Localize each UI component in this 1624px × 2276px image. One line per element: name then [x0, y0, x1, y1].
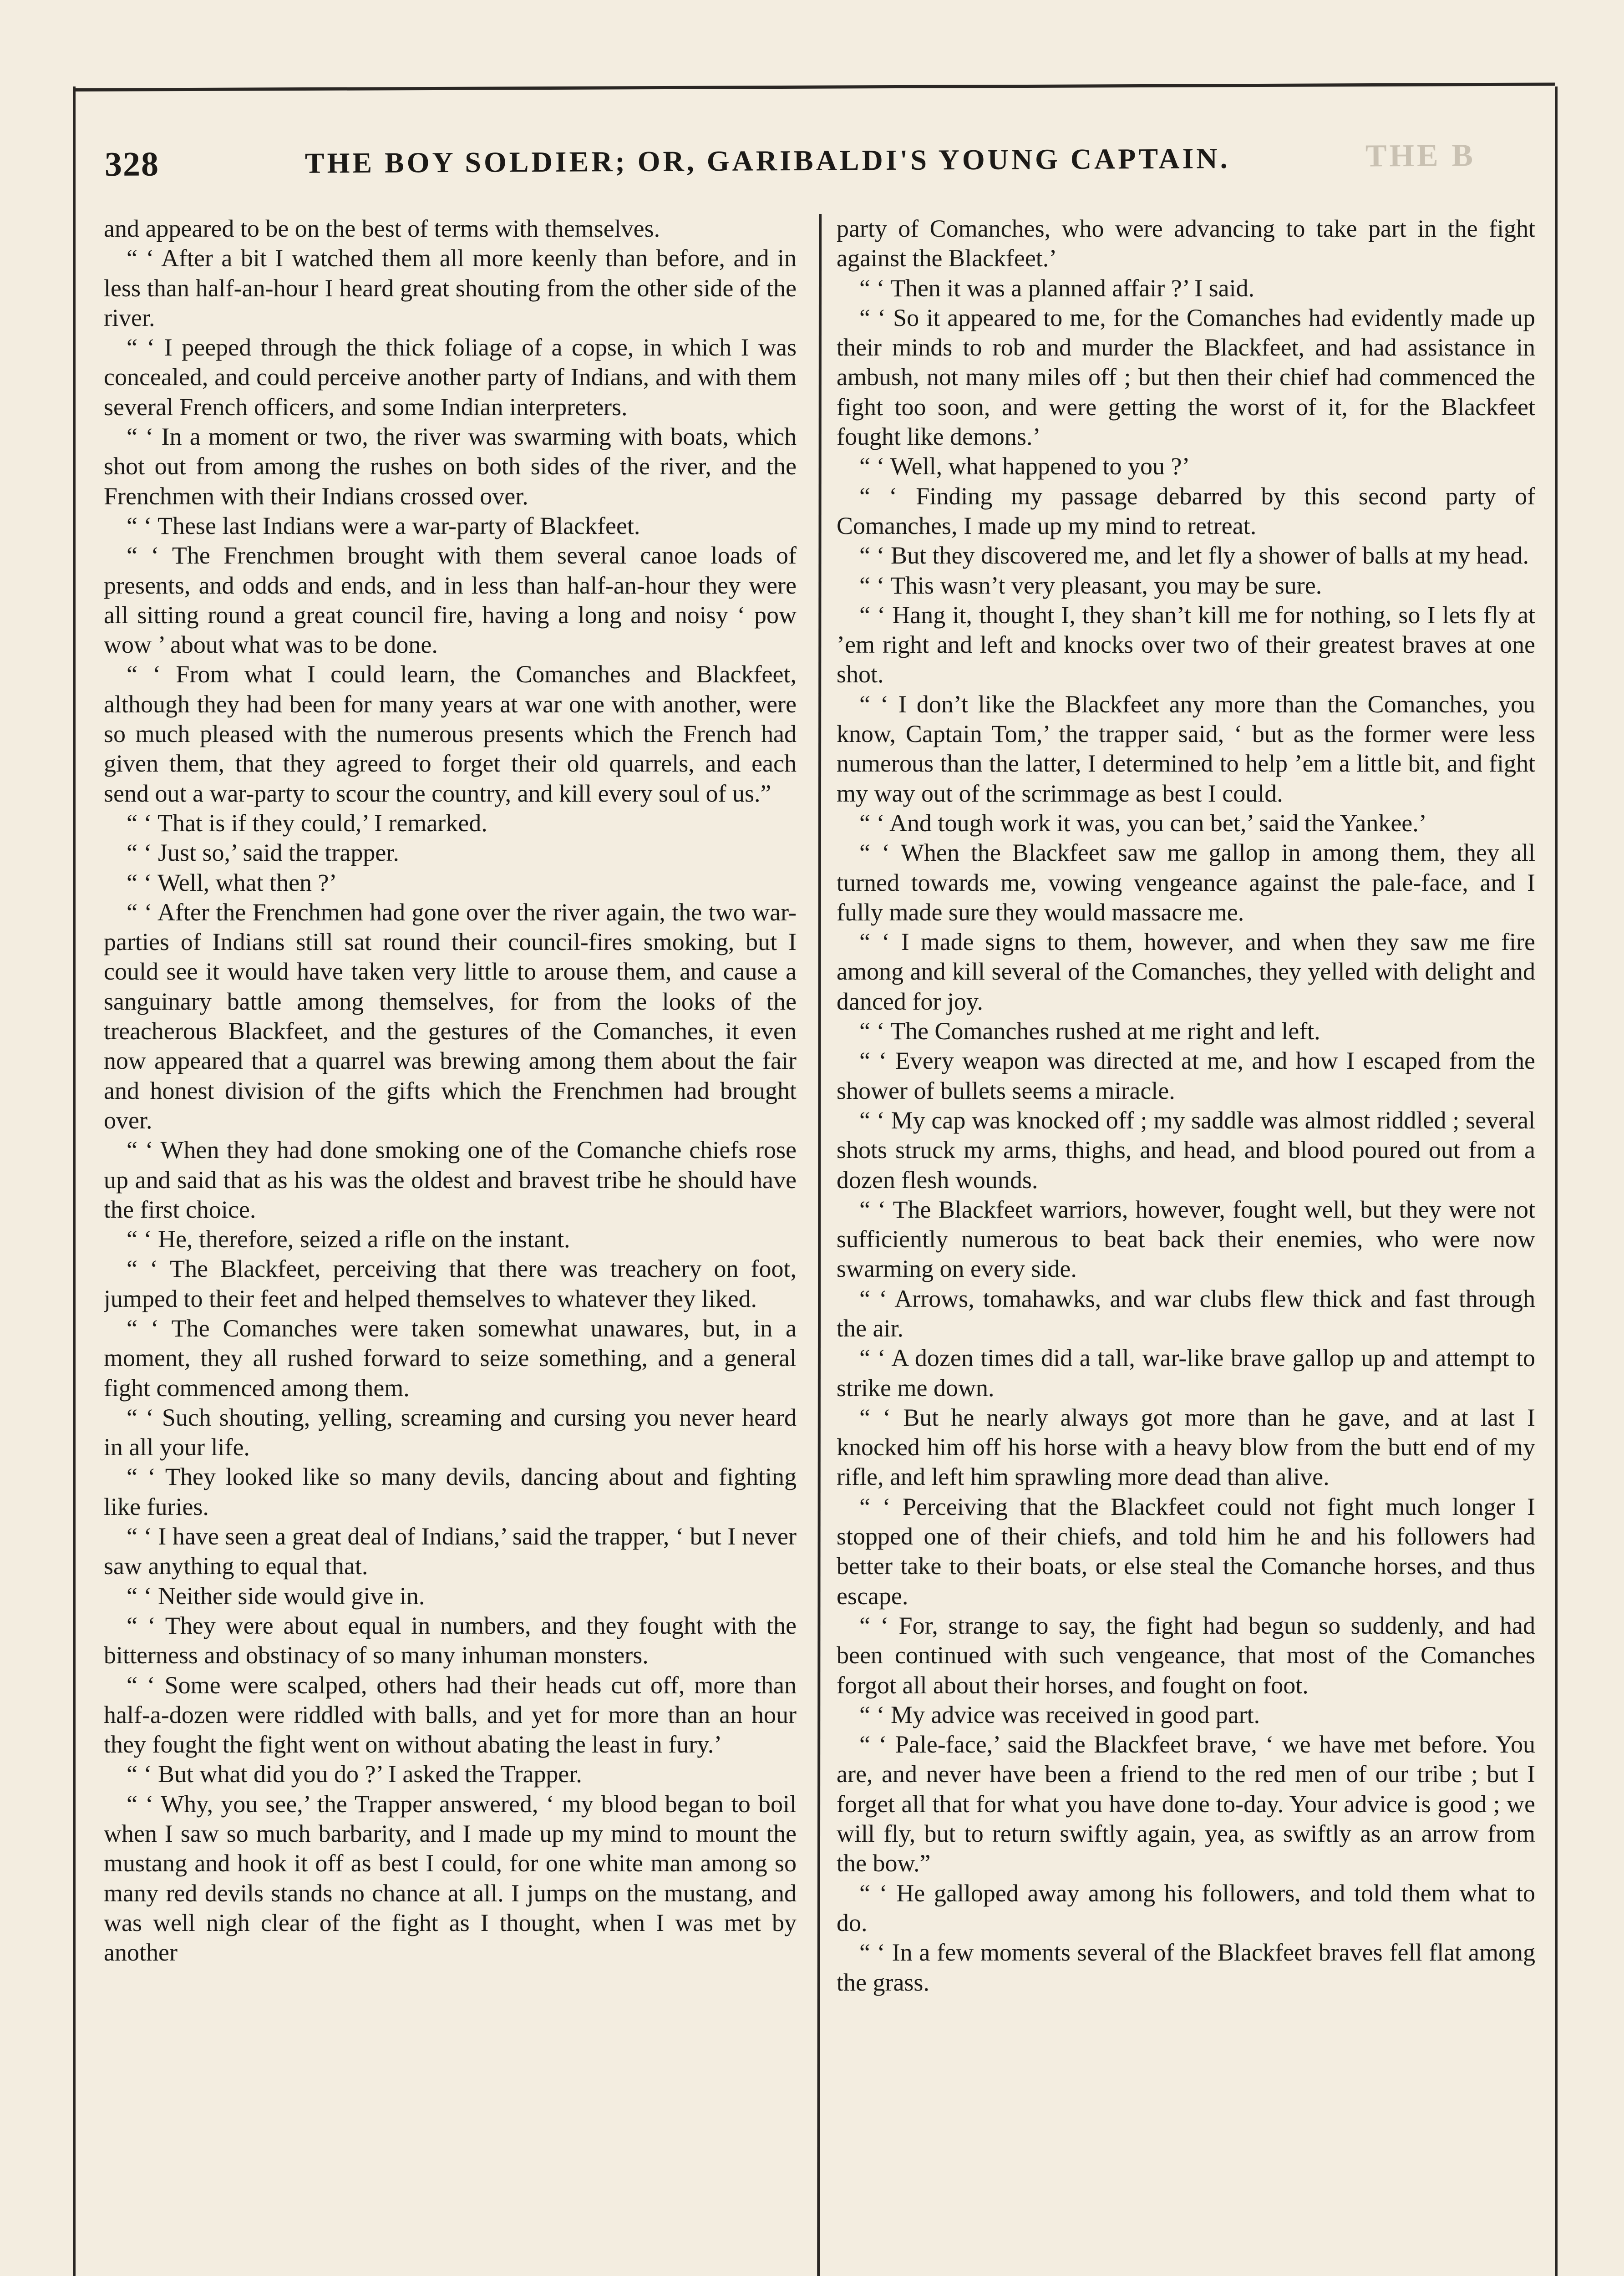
paragraph: “ ‘ In a few moments several of the Blackfeet braves fell flat among the grass. [837, 1939, 1535, 1996]
page-header [105, 137, 1525, 195]
paragraph: “ ‘ When the Blackfeet saw me gallop in among them, they all turned towards me, vowing vengeance against the pale-face, and I fully made sure they would massacre me. [837, 839, 1535, 926]
page-number: 328 [104, 145, 160, 183]
paragraph: “ ‘ Finding my passage debarred by this second party of Comanches, I made up my mind to retreat. [837, 482, 1535, 539]
paragraph: “ ‘ After the Frenchmen had gone over the river again, the two war-parties of Indians still sat round their council-fires smoking, but I could see it would have taken very little to arouse them, and cause a sanguinary battle among themselves, for from the looks of the treacherous Blackfeet, and the gestures of the Comanches, it even now appeared that a quarrel was brewing among them about the fair and honest division of the gifts which the Frenchmen had brought over. [104, 898, 797, 1134]
paragraph: “ ‘ The Comanches rushed at me right and left. [859, 1017, 1320, 1045]
paragraph: “ ‘ Why, you see,’ the Trapper answered, ‘ my blood began to boil when I saw so much barbarity, and I made up my mind to mount the mustang and hook it off as best I could, for one white man among so many red devils stands no chance at all. I jumps on the mustang, and was well nigh clear of the fight as I thought, when I was met by another [104, 1790, 797, 1966]
paragraph: “ ‘ The Blackfeet, perceiving that there was treachery on foot, jumped to their feet and helped themselves to whatever they liked. [104, 1255, 797, 1312]
paragraph: “ ‘ But they discovered me, and let fly a shower of balls at my head. [859, 542, 1529, 569]
paragraph: “ ‘ Well, what then ?’ [127, 869, 337, 896]
paragraph: “ ‘ So it appeared to me, for the Comanches had evidently made up their minds to rob and murder the Blackfeet, and had assistance in ambush, not many miles off ; but then their chief had commenced the fight too soon, and were getting the worst of it, for the Blackfeet fought like demons.’ [837, 304, 1535, 451]
paragraph: “ ‘ That is if they could,’ I remarked. [127, 809, 487, 837]
paragraph: “ ‘ Every weapon was directed at me, and how I escaped from the shower of bullets seems a miracle. [837, 1047, 1535, 1104]
paragraph: “ ‘ Hang it, thought I, they shan’t kill me for nothing, so I lets fly at ’em right and left and knocks over two of their greatest braves at one shot. [837, 601, 1535, 688]
paragraph: “ ‘ But he nearly always got more than he gave, and at last I knocked him off his horse with a heavy blow from the butt end of my rifle, and left him sprawling more dead than alive. [837, 1403, 1535, 1491]
paragraph: “ ‘ Such shouting, yelling, screaming and cursing you never heard in all your life. [104, 1403, 797, 1461]
paragraph: “ ‘ When they had done smoking one of the Comanche chiefs rose up and said that as his was the oldest and bravest tribe he should have the first choice. [104, 1136, 797, 1223]
paragraph: “ ‘ This wasn’t very pleasant, you may be sure. [859, 571, 1322, 599]
paragraph: “ ‘ I don’t like the Blackfeet any more than the Comanches, you know, Captain Tom,’ the trapper said, ‘ but as the former were less numerous than the latter, I determined to help ’em a little bit, and fight my way out of the scrimmage as best I could. [837, 690, 1535, 807]
paragraph: “ ‘ Just so,’ said the trapper. [127, 839, 399, 867]
paragraph: “ ‘ A dozen times did a tall, war-like brave gallop up and attempt to strike me down. [837, 1344, 1535, 1402]
paragraph: “ ‘ I made signs to them, however, and when they saw me fire among and kill several of the Comanches, they yelled with delight and danced for joy. [837, 928, 1535, 1015]
paragraph: “ ‘ Perceiving that the Blackfeet could not fight much longer I stopped one of their chiefs, and told him he and his followers had better take to their boats, or else steal the Comanche horses, and thus escape. [837, 1493, 1535, 1610]
paragraph: “ ‘ He galloped away among his followers, and told them what to do. [837, 1879, 1535, 1936]
paragraph: “ ‘ For, strange to say, the fight had begun so suddenly, and had been continued with such vengeance, that most of the Comanches forgot all about their horses, and fought on foot. [837, 1611, 1535, 1699]
paragraph: “ ‘ And tough work it was, you can bet,’ said the Yankee.’ [859, 809, 1427, 837]
paragraph: “ ‘ My cap was knocked off ; my saddle was almost riddled ; several shots struck my arms, thighs, and head, and blood poured out from a dozen flesh wounds. [837, 1106, 1535, 1194]
paragraph: “ ‘ They looked like so many devils, dancing about and fighting like furies. [104, 1463, 797, 1520]
paragraph: “ ‘ Pale-face,’ said the Blackfeet brave, ‘ we have met before. You are, and never have been a friend to the red men of our tribe ; but I forget all that for what you have done to-day. Your advice is good ; we will fly, but to return swiftly again, yea, as swiftly as an arrow from the bow.” [837, 1731, 1535, 1877]
running-title: THE BOY SOLDIER; OR, GARIBALDI'S YOUNG CAPTAIN. [304, 142, 1230, 179]
paragraph: “ ‘ Well, what happened to you ?’ [859, 452, 1190, 480]
paragraph: “ ‘ The Frenchmen brought with them several canoe loads of presents, and odds and ends, and in less than half-an-hour they were all sitting round a great council fire, having a long and noisy ‘ pow wow ’ about what was to be done. [104, 542, 797, 659]
paragraph: “ ‘ From what I could learn, the Comanches and Blackfeet, although they had been for many years at war one with another, were so much pleased with the numerous presents which the French had given them, that they agreed to forget their old quarrels, and each send out a war-party to scour the country, and kill every soul of us.” [104, 660, 797, 807]
paragraph: “ ‘ Arrows, tomahawks, and war clubs flew thick and fast through the air. [837, 1285, 1535, 1342]
paragraph: “ ‘ The Blackfeet warriors, however, fought well, but they were not sufficiently numerous to beat back their enemies, who were now swarming on every side. [837, 1195, 1535, 1283]
paragraph: “ ‘ After a bit I watched them all more keenly than before, and in less than half-an-hour I heard great shouting from the other side of the river. [104, 244, 797, 331]
bleed-through-title: THE B [1365, 138, 1476, 174]
paragraph: “ ‘ The Comanches were taken somewhat unawares, but, in a moment, they all rushed forward to seize something, and a general fight commenced among them. [104, 1314, 797, 1402]
paragraph: “ ‘ He, therefore, seized a rifle on the instant. [127, 1225, 570, 1253]
paragraph: “ ‘ They were about equal in numbers, and they fought with the bitterness and obstinacy of so many inhuman monsters. [104, 1611, 797, 1669]
paragraph: party of Comanches, who were advancing to take part in the fight against the Blackfeet.’ [837, 215, 1535, 272]
paragraph: and appeared to be on the best of terms with themselves. [104, 215, 660, 242]
paragraph: “ ‘ My advice was received in good part. [859, 1701, 1260, 1728]
left-column [104, 214, 797, 2276]
paragraph: “ ‘ Some were scalped, others had their heads cut off, more than half-a-dozen were riddled with balls, and yet for more than an hour they fought the fight went on without abating the least in fury.’ [104, 1671, 797, 1758]
right-column [837, 214, 1535, 2276]
paragraph: “ ‘ These last Indians were a war-party of Blackfeet. [127, 512, 640, 539]
paragraph: “ ‘ In a moment or two, the river was swarming with boats, which shot out from among the rushes on both sides of the river, and the Frenchmen with their Indians crossed over. [104, 423, 797, 510]
paragraph: “ ‘ I peeped through the thick foliage of a copse, in which I was concealed, and could perceive another party of Indians, and with them several French officers, and some Indian interpreters. [104, 334, 797, 421]
paragraph: “ ‘ But what did you do ?’ I asked the Trapper. [127, 1760, 582, 1788]
paragraph: “ ‘ Then it was a planned affair ?’ I said. [859, 274, 1255, 302]
paragraph: “ ‘ I have seen a great deal of Indians,’ said the trapper, ‘ but I never saw anything to equal that. [104, 1523, 797, 1580]
paragraph: “ ‘ Neither side would give in. [127, 1582, 425, 1610]
